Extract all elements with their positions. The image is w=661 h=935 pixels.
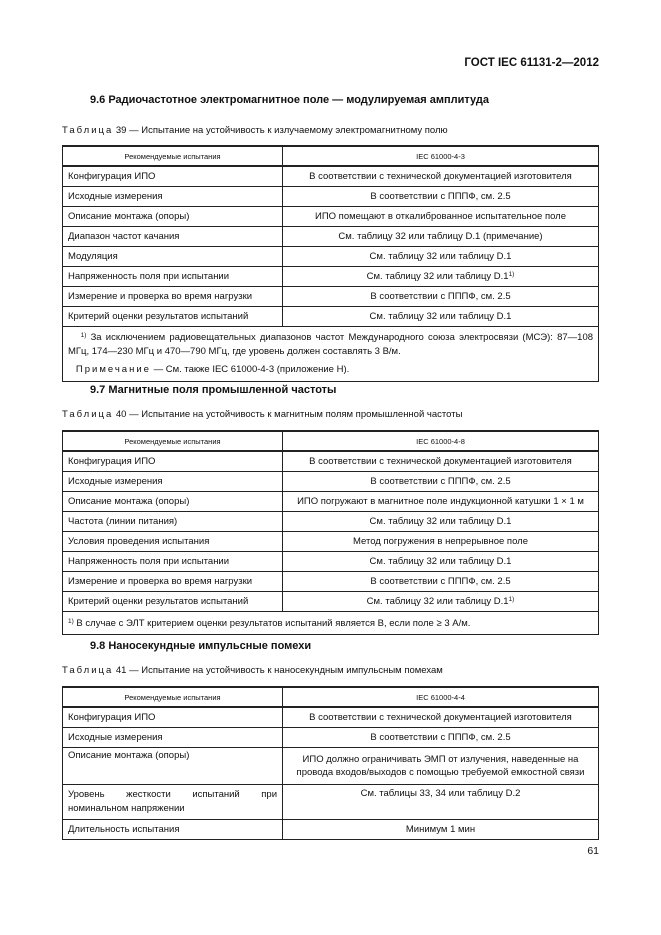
row-value [283,267,599,287]
footnote-ref: 1) [508,596,515,603]
row-value: В соответствии с технической документацией изготовителя [283,451,599,472]
row-value: См. таблицу 32 или таблицу D.1 (примечание) [283,227,599,247]
row-label: Конфигурация ИПО [63,707,283,728]
table-footnote-row [63,327,599,382]
section-heading-9-7: 9.7 Магнитные поля промышленной частоты [90,384,337,396]
row-label: Описание монтажа (опоры) [63,748,283,785]
row-label: Исходные измерения [63,187,283,207]
table-row [63,247,599,267]
page-number: 61 [587,845,599,857]
footnote-ref: 1) [508,271,515,278]
row-label: Измерение и проверка во время нагрузки [63,287,283,307]
footnote-mark: 1) [68,618,74,625]
table-footnote [63,327,599,382]
table-row [63,267,599,287]
row-value: В соответствии с ПППФ, см. 2.5 [283,472,599,492]
note-text: — См. также IEC 61000-4-3 (приложение Н). [153,364,350,375]
row-label: Измерение и проверка во время нагрузки [63,572,283,592]
table-40-caption [62,409,462,420]
row-value: В соответствии с ПППФ, см. 2.5 [283,287,599,307]
row-value: Минимум 1 мин [283,820,599,840]
table-row [63,820,599,840]
section-heading-9-8: 9.8 Наносекундные импульсные помехи [90,640,312,652]
footnote-mark: 1) [80,332,87,339]
table-41-caption [62,665,443,676]
table-number: 39 [115,125,127,136]
row-value: См. таблицу 32 или таблицу D.1 [283,552,599,572]
column-header-standard: IEC 61000-4-4 [283,687,599,707]
row-value: Метод погружения в непрерывное поле [283,532,599,552]
section-heading-9-6: 9.6 Радиочастотное электромагнитное поле — модулируемая амплитуда [90,94,489,106]
row-value: ИПО помещают в откалиброванное испытательное поле [283,207,599,227]
row-label: Условия проведения испытания [63,532,283,552]
table-row [63,728,599,748]
row-value: В соответствии с ПППФ, см. 2.5 [283,728,599,748]
column-header-tests: Рекомендуемые испытания [63,431,283,451]
row-label: Критерий оценки результатов испытаний [63,592,283,612]
row-value: См. таблицу 32 или таблицу D.1 [283,307,599,327]
table-row [63,552,599,572]
table-39-caption [62,125,448,136]
row-label: Конфигурация ИПО [63,451,283,472]
table-row [63,492,599,512]
footnote-text: В случае с ЭЛТ критерием оценки результатов испытаний является В, если поле ≥ 3 А/м. [76,618,471,629]
row-label: Частота (линии питания) [63,512,283,532]
row-label: Диапазон частот качания [63,227,283,247]
row-label: Описание монтажа (опоры) [63,492,283,512]
table-title: — Испытание на устойчивость к излучаемому электромагнитному полю [129,125,448,136]
row-label: Напряженность поля при испытании [63,552,283,572]
row-value-text: См. таблицу 32 или таблицу D.1 [366,271,509,282]
row-value: В соответствии с ПППФ, см. 2.5 [283,572,599,592]
table-footnote-row [63,612,599,635]
row-value-text: См. таблицу 32 или таблицу D.1 [366,596,509,607]
row-value: См. таблицы 33, 34 или таблицу D.2 [283,785,599,820]
column-header-tests: Рекомендуемые испытания [63,687,283,707]
table-41 [62,686,599,840]
table-row [63,227,599,247]
row-value [283,592,599,612]
table-row [63,512,599,532]
row-label: Уровень жесткости испытаний при номинальном напряжении [63,785,283,820]
table-number: 40 [115,409,127,420]
table-row [63,532,599,552]
table-row [63,748,599,785]
table-label: Таблица [62,125,114,136]
table-number: 41 [115,665,127,676]
table-row [63,572,599,592]
table-row [63,707,599,728]
document-header: ГОСТ IEC 61131-2—2012 [464,57,599,69]
table-row [63,187,599,207]
note-label: Примечание [75,364,151,375]
table-row [63,785,599,820]
row-value: ИПО должно ограничивать ЭМП от излучения, наведенные на провода входов/выходов с помощью требуемой емкостной связи [283,748,599,785]
row-label: Исходные измерения [63,472,283,492]
row-label: Критерий оценки результатов испытаний [63,307,283,327]
table-row [63,592,599,612]
table-row [63,287,599,307]
column-header-standard: IEC 61000-4-3 [283,146,599,166]
row-label: Конфигурация ИПО [63,166,283,187]
table-row [63,166,599,187]
table-footnote [63,612,599,635]
row-value: В соответствии с ПППФ, см. 2.5 [283,187,599,207]
table-39 [62,145,599,382]
column-header-tests: Рекомендуемые испытания [63,146,283,166]
row-value: ИПО погружают в магнитное поле индукционной катушки 1 × 1 м [283,492,599,512]
footnote-text-block [68,329,593,358]
row-label: Напряженность поля при испытании [63,267,283,287]
table-label: Таблица [62,409,114,420]
footnote-text: За исключением радиовещательных диапазонов частот Международного союза электросвязи (МСЭ): 87—108 МГц, 174—230 МГц и 470—790 МГц, где уровень должен составлять 3 В/м. [68,332,594,357]
table-row [63,307,599,327]
row-value: См. таблицу 32 или таблицу D.1 [283,247,599,267]
table-title: — Испытание на устойчивость к магнитным полям промышленной частоты [129,409,463,420]
row-value: См. таблицу 32 или таблицу D.1 [283,512,599,532]
column-header-standard: IEC 61000-4-8 [283,431,599,451]
table-row [63,472,599,492]
row-value: В соответствии с технической документацией изготовителя [283,166,599,187]
table-row [63,207,599,227]
table-title: — Испытание на устойчивость к наносекундным импульсным помехам [129,665,443,676]
row-label: Длительность испытания [63,820,283,840]
row-label: Модуляция [63,247,283,267]
table-row [63,451,599,472]
table-label: Таблица [62,665,114,676]
row-value: В соответствии с технической документацией изготовителя [283,707,599,728]
row-label: Исходные измерения [63,728,283,748]
row-label: Описание монтажа (опоры) [63,207,283,227]
note-block [68,363,593,377]
table-40 [62,430,599,635]
